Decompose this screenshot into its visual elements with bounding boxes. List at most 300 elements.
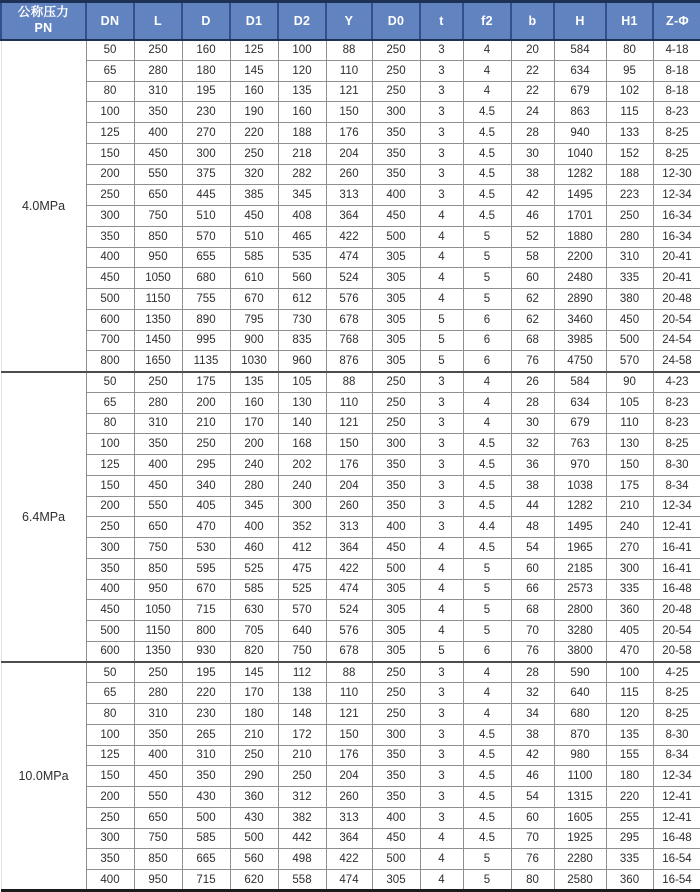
table-row bbox=[1, 579, 700, 600]
table-cell: 3800 bbox=[554, 641, 606, 662]
table-cell: 3 bbox=[420, 164, 463, 185]
column-header-d2: D2 bbox=[278, 2, 326, 40]
column-header-d1: D1 bbox=[230, 2, 278, 40]
table-cell: 500 bbox=[372, 849, 420, 870]
table-cell: 210 bbox=[230, 724, 278, 745]
table-cell: 48 bbox=[511, 517, 554, 538]
table-cell: 188 bbox=[278, 123, 326, 144]
table-cell: 3 bbox=[420, 40, 463, 61]
table-cell: 20-41 bbox=[653, 268, 700, 289]
table-cell: 202 bbox=[278, 455, 326, 476]
table-cell: 250 bbox=[86, 807, 134, 828]
table-cell: 52 bbox=[511, 226, 554, 247]
table-cell: 16-41 bbox=[653, 538, 700, 559]
column-header-h1: H1 bbox=[606, 2, 653, 40]
table-cell: 305 bbox=[372, 351, 420, 372]
table-cell: 280 bbox=[134, 392, 182, 413]
table-cell: 350 bbox=[372, 164, 420, 185]
table-cell: 3280 bbox=[554, 621, 606, 642]
table-cell: 204 bbox=[326, 143, 372, 164]
table-cell: 180 bbox=[230, 704, 278, 725]
table-row bbox=[1, 455, 700, 476]
table-cell: 20-48 bbox=[653, 600, 700, 621]
table-cell: 6 bbox=[463, 641, 511, 662]
table-cell: 175 bbox=[606, 475, 653, 496]
table-cell: 160 bbox=[278, 102, 326, 123]
table-cell: 890 bbox=[182, 309, 230, 330]
table-cell: 8-23 bbox=[653, 413, 700, 434]
table-cell: 584 bbox=[554, 40, 606, 61]
table-cell: 474 bbox=[326, 870, 372, 891]
table-cell: 5 bbox=[420, 351, 463, 372]
table-cell: 305 bbox=[372, 600, 420, 621]
table-cell: 135 bbox=[230, 372, 278, 393]
table-cell: 2580 bbox=[554, 870, 606, 891]
table-cell: 4.5 bbox=[463, 475, 511, 496]
table-cell: 3 bbox=[420, 496, 463, 517]
table-cell: 160 bbox=[230, 392, 278, 413]
table-cell: 585 bbox=[182, 828, 230, 849]
table-cell: 8-34 bbox=[653, 475, 700, 496]
table-cell: 180 bbox=[606, 766, 653, 787]
table-cell: 612 bbox=[278, 289, 326, 310]
table-cell: 4 bbox=[420, 579, 463, 600]
table-cell: 176 bbox=[326, 123, 372, 144]
table-cell: 360 bbox=[230, 787, 278, 808]
column-header-dn: DN bbox=[86, 2, 134, 40]
table-cell: 500 bbox=[372, 226, 420, 247]
table-cell: 670 bbox=[182, 579, 230, 600]
table-cell: 121 bbox=[326, 704, 372, 725]
table-cell: 4 bbox=[463, 413, 511, 434]
table-cell: 525 bbox=[230, 558, 278, 579]
table-cell: 550 bbox=[134, 787, 182, 808]
column-header-d: D bbox=[182, 2, 230, 40]
table-cell: 422 bbox=[326, 226, 372, 247]
table-cell: 90 bbox=[606, 372, 653, 393]
table-cell: 313 bbox=[326, 807, 372, 828]
table-cell: 8-25 bbox=[653, 434, 700, 455]
table-cell: 8-34 bbox=[653, 745, 700, 766]
table-row bbox=[1, 849, 700, 870]
table-cell: 465 bbox=[278, 226, 326, 247]
table-row bbox=[1, 60, 700, 81]
table-cell: 610 bbox=[230, 268, 278, 289]
table-cell: 940 bbox=[554, 123, 606, 144]
table-cell: 4.5 bbox=[463, 745, 511, 766]
table-cell: 5 bbox=[463, 268, 511, 289]
table-cell: 22 bbox=[511, 60, 554, 81]
table-cell: 650 bbox=[134, 185, 182, 206]
table-cell: 474 bbox=[326, 247, 372, 268]
table-cell: 950 bbox=[134, 247, 182, 268]
table-cell: 550 bbox=[134, 496, 182, 517]
table-cell: 3 bbox=[420, 81, 463, 102]
table-cell: 3 bbox=[420, 475, 463, 496]
table-cell: 16-34 bbox=[653, 226, 700, 247]
table-cell: 60 bbox=[511, 558, 554, 579]
table-cell: 135 bbox=[606, 724, 653, 745]
table-cell: 650 bbox=[134, 517, 182, 538]
table-cell: 530 bbox=[182, 538, 230, 559]
table-cell: 350 bbox=[372, 475, 420, 496]
table-cell: 210 bbox=[606, 496, 653, 517]
table-cell: 3 bbox=[420, 413, 463, 434]
table-cell: 300 bbox=[182, 143, 230, 164]
table-cell: 76 bbox=[511, 641, 554, 662]
table-cell: 280 bbox=[606, 226, 653, 247]
table-cell: 20-54 bbox=[653, 621, 700, 642]
table-cell: 570 bbox=[278, 600, 326, 621]
table-cell: 8-25 bbox=[653, 704, 700, 725]
table-cell: 768 bbox=[326, 330, 372, 351]
table-cell: 400 bbox=[134, 745, 182, 766]
table-cell: 310 bbox=[134, 81, 182, 102]
table-cell: 634 bbox=[554, 392, 606, 413]
table-cell: 350 bbox=[372, 745, 420, 766]
table-cell: 223 bbox=[606, 185, 653, 206]
table-cell: 218 bbox=[278, 143, 326, 164]
table-cell: 4 bbox=[420, 206, 463, 227]
table-cell: 24 bbox=[511, 102, 554, 123]
table-cell: 585 bbox=[230, 579, 278, 600]
table-cell: 665 bbox=[182, 849, 230, 870]
table-cell: 4.5 bbox=[463, 185, 511, 206]
table-cell: 3 bbox=[420, 60, 463, 81]
table-cell: 133 bbox=[606, 123, 653, 144]
table-cell: 680 bbox=[554, 704, 606, 725]
table-cell: 4.5 bbox=[463, 828, 511, 849]
table-cell: 300 bbox=[372, 434, 420, 455]
table-cell: 450 bbox=[606, 309, 653, 330]
table-cell: 62 bbox=[511, 309, 554, 330]
table-cell: 560 bbox=[278, 268, 326, 289]
table-cell: 28 bbox=[511, 392, 554, 413]
table-cell: 960 bbox=[278, 351, 326, 372]
table-cell: 4 bbox=[463, 372, 511, 393]
table-cell: 3 bbox=[420, 434, 463, 455]
header-row bbox=[1, 2, 700, 40]
table-cell: 560 bbox=[230, 849, 278, 870]
table-cell: 150 bbox=[326, 434, 372, 455]
table-cell: 20-58 bbox=[653, 641, 700, 662]
table-cell: 470 bbox=[606, 641, 653, 662]
table-cell: 8-30 bbox=[653, 724, 700, 745]
table-cell: 188 bbox=[606, 164, 653, 185]
table-cell: 125 bbox=[86, 745, 134, 766]
table-cell: 8-23 bbox=[653, 102, 700, 123]
table-cell: 350 bbox=[86, 558, 134, 579]
table-cell: 350 bbox=[372, 123, 420, 144]
table-cell: 305 bbox=[372, 330, 420, 351]
column-header-h: H bbox=[554, 2, 606, 40]
table-cell: 100 bbox=[86, 724, 134, 745]
table-row bbox=[1, 206, 700, 227]
table-cell: 80 bbox=[86, 81, 134, 102]
table-cell: 145 bbox=[230, 60, 278, 81]
table-cell: 4 bbox=[420, 870, 463, 891]
table-cell: 4 bbox=[420, 621, 463, 642]
table-cell: 350 bbox=[134, 434, 182, 455]
table-cell: 670 bbox=[230, 289, 278, 310]
table-cell: 100 bbox=[606, 662, 653, 683]
table-cell: 250 bbox=[134, 662, 182, 683]
table-cell: 16-48 bbox=[653, 828, 700, 849]
table-row bbox=[1, 351, 700, 372]
table-cell: 8-18 bbox=[653, 81, 700, 102]
table-cell: 8-18 bbox=[653, 60, 700, 81]
table-cell: 70 bbox=[511, 828, 554, 849]
table-cell: 250 bbox=[278, 766, 326, 787]
table-cell: 300 bbox=[606, 558, 653, 579]
table-cell: 510 bbox=[230, 226, 278, 247]
table-cell: 250 bbox=[372, 662, 420, 683]
table-cell: 1350 bbox=[134, 309, 182, 330]
table-cell: 795 bbox=[230, 309, 278, 330]
table-cell: 364 bbox=[326, 538, 372, 559]
table-cell: 8-25 bbox=[653, 143, 700, 164]
table-cell: 80 bbox=[511, 870, 554, 891]
table-cell: 412 bbox=[278, 538, 326, 559]
table-cell: 310 bbox=[134, 413, 182, 434]
table-cell: 4 bbox=[420, 247, 463, 268]
table-cell: 195 bbox=[182, 662, 230, 683]
table-cell: 1450 bbox=[134, 330, 182, 351]
table-cell: 280 bbox=[134, 683, 182, 704]
table-row bbox=[1, 787, 700, 808]
table-cell: 150 bbox=[606, 455, 653, 476]
table-cell: 1150 bbox=[134, 621, 182, 642]
table-cell: 150 bbox=[86, 143, 134, 164]
table-cell: 4 bbox=[463, 60, 511, 81]
table-cell: 500 bbox=[182, 807, 230, 828]
table-cell: 230 bbox=[182, 102, 230, 123]
table-cell: 442 bbox=[278, 828, 326, 849]
table-cell: 265 bbox=[182, 724, 230, 745]
table-cell: 250 bbox=[230, 143, 278, 164]
table-cell: 270 bbox=[606, 538, 653, 559]
table-cell: 250 bbox=[372, 413, 420, 434]
table-row bbox=[1, 662, 700, 683]
table-cell: 1495 bbox=[554, 517, 606, 538]
table-cell: 524 bbox=[326, 268, 372, 289]
table-cell: 350 bbox=[372, 766, 420, 787]
table-cell: 450 bbox=[86, 268, 134, 289]
table-cell: 650 bbox=[134, 807, 182, 828]
table-cell: 500 bbox=[86, 621, 134, 642]
table-cell: 679 bbox=[554, 81, 606, 102]
table-cell: 4.5 bbox=[463, 766, 511, 787]
table-cell: 125 bbox=[86, 455, 134, 476]
table-cell: 30 bbox=[511, 143, 554, 164]
table-cell: 300 bbox=[86, 538, 134, 559]
table-cell: 850 bbox=[134, 849, 182, 870]
table-cell: 4750 bbox=[554, 351, 606, 372]
table-cell: 88 bbox=[326, 662, 372, 683]
table-row bbox=[1, 704, 700, 725]
table-cell: 172 bbox=[278, 724, 326, 745]
table-cell: 138 bbox=[278, 683, 326, 704]
table-cell: 20 bbox=[511, 40, 554, 61]
table-cell: 4.5 bbox=[463, 164, 511, 185]
table-cell: 364 bbox=[326, 206, 372, 227]
table-cell: 195 bbox=[182, 81, 230, 102]
table-cell: 176 bbox=[326, 455, 372, 476]
table-cell: 400 bbox=[86, 579, 134, 600]
table-cell: 400 bbox=[86, 247, 134, 268]
table-cell: 950 bbox=[134, 579, 182, 600]
table-cell: 1350 bbox=[134, 641, 182, 662]
table-cell: 26 bbox=[511, 372, 554, 393]
table-cell: 705 bbox=[230, 621, 278, 642]
table-cell: 313 bbox=[326, 185, 372, 206]
table-cell: 250 bbox=[606, 206, 653, 227]
table-cell: 5 bbox=[420, 641, 463, 662]
table-cell: 4.5 bbox=[463, 538, 511, 559]
table-cell: 1040 bbox=[554, 143, 606, 164]
table-row bbox=[1, 496, 700, 517]
table-cell: 970 bbox=[554, 455, 606, 476]
table-cell: 445 bbox=[182, 185, 230, 206]
table-cell: 190 bbox=[230, 102, 278, 123]
table-cell: 4.5 bbox=[463, 143, 511, 164]
table-cell: 730 bbox=[278, 309, 326, 330]
table-cell: 305 bbox=[372, 621, 420, 642]
table-cell: 4.5 bbox=[463, 434, 511, 455]
table-cell: 210 bbox=[182, 413, 230, 434]
table-cell: 500 bbox=[230, 828, 278, 849]
table-cell: 1925 bbox=[554, 828, 606, 849]
table-cell: 12-30 bbox=[653, 164, 700, 185]
table-cell: 576 bbox=[326, 621, 372, 642]
column-header-d0: D0 bbox=[372, 2, 420, 40]
table-cell: 250 bbox=[372, 40, 420, 61]
table-cell: 250 bbox=[134, 40, 182, 61]
table-cell: 4-18 bbox=[653, 40, 700, 61]
table-cell: 950 bbox=[134, 870, 182, 891]
table-cell: 385 bbox=[230, 185, 278, 206]
table-cell: 310 bbox=[134, 704, 182, 725]
column-header-l: L bbox=[134, 2, 182, 40]
table-cell: 3 bbox=[420, 662, 463, 683]
column-header-y: Y bbox=[326, 2, 372, 40]
table-cell: 200 bbox=[86, 787, 134, 808]
table-row bbox=[1, 268, 700, 289]
table-cell: 320 bbox=[230, 164, 278, 185]
table-row bbox=[1, 40, 700, 61]
table-cell: 210 bbox=[278, 745, 326, 766]
table-cell: 220 bbox=[606, 787, 653, 808]
table-cell: 400 bbox=[372, 517, 420, 538]
table-cell: 1880 bbox=[554, 226, 606, 247]
table-cell: 352 bbox=[278, 517, 326, 538]
table-cell: 4.5 bbox=[463, 102, 511, 123]
table-cell: 600 bbox=[86, 309, 134, 330]
table-cell: 1701 bbox=[554, 206, 606, 227]
table-cell: 4.4 bbox=[463, 517, 511, 538]
table-cell: 305 bbox=[372, 247, 420, 268]
table-cell: 12-34 bbox=[653, 185, 700, 206]
table-cell: 5 bbox=[420, 309, 463, 330]
table-cell: 34 bbox=[511, 704, 554, 725]
table-cell: 3 bbox=[420, 704, 463, 725]
table-cell: 460 bbox=[230, 538, 278, 559]
table-cell: 4.5 bbox=[463, 455, 511, 476]
table-row bbox=[1, 143, 700, 164]
table-cell: 250 bbox=[372, 392, 420, 413]
table-row bbox=[1, 600, 700, 621]
table-cell: 585 bbox=[230, 247, 278, 268]
table-cell: 76 bbox=[511, 351, 554, 372]
table-cell: 110 bbox=[326, 392, 372, 413]
table-cell: 121 bbox=[326, 413, 372, 434]
table-cell: 305 bbox=[372, 289, 420, 310]
table-cell: 4.5 bbox=[463, 807, 511, 828]
table-cell: 22 bbox=[511, 81, 554, 102]
table-cell: 12-41 bbox=[653, 517, 700, 538]
table-cell: 715 bbox=[182, 870, 230, 891]
table-cell: 4.5 bbox=[463, 496, 511, 517]
table-cell: 576 bbox=[326, 289, 372, 310]
table-cell: 8-23 bbox=[653, 392, 700, 413]
table-row bbox=[1, 309, 700, 330]
table-cell: 364 bbox=[326, 828, 372, 849]
table-cell: 200 bbox=[182, 392, 230, 413]
table-cell: 65 bbox=[86, 60, 134, 81]
table-cell: 250 bbox=[86, 185, 134, 206]
table-cell: 2280 bbox=[554, 849, 606, 870]
table-cell: 313 bbox=[326, 517, 372, 538]
table-row bbox=[1, 641, 700, 662]
table-cell: 2185 bbox=[554, 558, 606, 579]
table-cell: 3 bbox=[420, 455, 463, 476]
table-cell: 68 bbox=[511, 600, 554, 621]
table-cell: 282 bbox=[278, 164, 326, 185]
table-cell: 110 bbox=[326, 60, 372, 81]
table-cell: 180 bbox=[182, 60, 230, 81]
table-row bbox=[1, 81, 700, 102]
table-cell: 80 bbox=[86, 704, 134, 725]
table-cell: 995 bbox=[182, 330, 230, 351]
table-cell: 1315 bbox=[554, 787, 606, 808]
table-cell: 105 bbox=[278, 372, 326, 393]
table-cell: 4 bbox=[463, 40, 511, 61]
table-cell: 400 bbox=[230, 517, 278, 538]
table-cell: 570 bbox=[182, 226, 230, 247]
table-cell: 2890 bbox=[554, 289, 606, 310]
table-cell: 46 bbox=[511, 206, 554, 227]
table-cell: 130 bbox=[278, 392, 326, 413]
table-cell: 295 bbox=[606, 828, 653, 849]
table-cell: 24-54 bbox=[653, 330, 700, 351]
table-cell: 3 bbox=[420, 372, 463, 393]
table-cell: 2480 bbox=[554, 268, 606, 289]
table-cell: 250 bbox=[372, 683, 420, 704]
table-cell: 100 bbox=[278, 40, 326, 61]
table-cell: 150 bbox=[86, 475, 134, 496]
table-cell: 4 bbox=[463, 81, 511, 102]
table-cell: 4.5 bbox=[463, 724, 511, 745]
table-cell: 600 bbox=[86, 641, 134, 662]
table-cell: 800 bbox=[86, 351, 134, 372]
table-cell: 54 bbox=[511, 538, 554, 559]
table-cell: 100 bbox=[86, 434, 134, 455]
table-cell: 168 bbox=[278, 434, 326, 455]
table-cell: 240 bbox=[606, 517, 653, 538]
table-cell: 679 bbox=[554, 413, 606, 434]
table-cell: 350 bbox=[134, 102, 182, 123]
table-row bbox=[1, 185, 700, 206]
